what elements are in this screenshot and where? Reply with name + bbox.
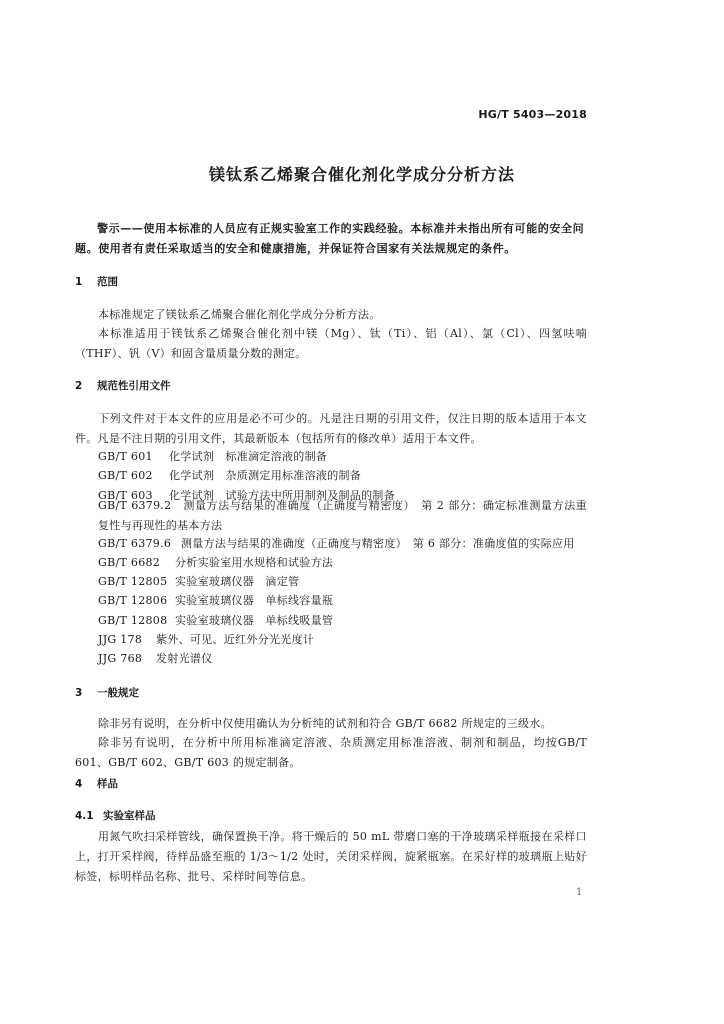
reference-code: GB/T 6682 xyxy=(98,556,161,569)
reference-title: 化学试剂 标准滴定溶液的制备 xyxy=(169,450,328,463)
reference-item xyxy=(98,535,575,551)
reference-code: GB/T 603 xyxy=(98,489,153,502)
reference-item xyxy=(98,448,327,464)
reference-item xyxy=(98,631,314,647)
reference-item xyxy=(98,496,587,536)
section-2-heading xyxy=(75,378,171,393)
section-title: 样品 xyxy=(97,778,118,790)
scope-paragraph-2: 本标准适用于镁钛系乙烯聚合催化剂中镁（Mg）、钛（Ti）、铝（Al）、氯（Cl）、四氢呋喃（THF）、钒（V）和固含量质量分数的测定。 xyxy=(75,327,587,360)
reference-code: GB/T 12808 xyxy=(98,614,168,627)
reference-title: 分析实验室用水规格和试验方法 xyxy=(175,556,334,569)
reference-title: 实验室玻璃仪器 单标线吸量管 xyxy=(175,614,334,627)
document-title: 镁钛系乙烯聚合催化剂化学成分分析方法 xyxy=(208,165,515,184)
reference-item xyxy=(98,554,333,570)
references-intro: 下列文件对于本文件的应用是必不可少的。凡是注日期的引用文件，仅注日期的版本适用于本文件。凡是不注日期的引用文件，其最新版本（包括所有的修改单）适用于本文件。 xyxy=(75,412,587,445)
section-title: 范围 xyxy=(97,276,118,288)
reference-code: JJG 768 xyxy=(98,652,143,665)
reference-item xyxy=(98,592,333,608)
section-4-heading xyxy=(75,776,118,791)
reference-code: GB/T 602 xyxy=(98,469,153,482)
reference-title: 测量方法与结果的准确度（正确度与精密度） 第 6 部分：准确度值的实际应用 xyxy=(181,537,575,550)
standard-code: HG/T 5403—2018 xyxy=(478,108,587,121)
reference-item xyxy=(98,467,361,483)
section-number: 3 xyxy=(75,687,83,699)
scope-paragraph-1: 本标准规定了镁钛系乙烯聚合催化剂化学成分分析方法。 xyxy=(98,308,381,321)
reference-item xyxy=(98,650,213,666)
page-number: 1 xyxy=(576,887,583,898)
reference-code: GB/T 12805 xyxy=(98,575,168,588)
general-rule-paragraph-1: 除非另有说明，在分析中仅使用确认为分析纯的试剂和符合 GB/T 6682 所规定的三级水。 xyxy=(98,717,552,730)
reference-code: JJG 178 xyxy=(98,633,143,646)
general-rule-paragraph-2: 除非另有说明，在分析中所用标准滴定溶液、杂质测定用标准溶液、制剂和制品，均按GB/T 601、GB/T 602、GB/T 603 的规定制备。 xyxy=(75,736,587,769)
reference-title: 紫外、可见、近红外分光光度计 xyxy=(156,633,315,646)
reference-title: 测量方法与结果的准确度（正确度与精密度） 第 2 部分：确定标准测量方法重复性与再现性的基本方法 xyxy=(98,499,587,532)
section-title: 规范性引用文件 xyxy=(97,380,171,392)
section-number: 2 xyxy=(75,380,83,392)
section-number: 1 xyxy=(75,276,83,288)
section-number: 4.1 xyxy=(75,810,94,822)
reference-title: 化学试剂 杂质测定用标准溶液的制备 xyxy=(169,469,362,482)
reference-title: 实验室玻璃仪器 滴定管 xyxy=(175,575,300,588)
section-3-heading xyxy=(75,685,139,700)
reference-code: GB/T 601 xyxy=(98,450,153,463)
section-title: 实验室样品 xyxy=(103,810,156,822)
reference-title: 化学试剂 试验方法中所用制剂及制品的制备 xyxy=(169,489,395,502)
reference-code: GB/T 6379.6 xyxy=(98,537,172,550)
section-number: 4 xyxy=(75,778,83,790)
lab-sample-paragraph: 用氮气吹扫采样管线，确保置换干净。将干燥后的 50 mL 带磨口塞的干净玻璃采样瓶接在采样口上，打开采样阀，待样品盛至瓶的 1/3～1/2 处时，关闭采样阀，旋紧瓶塞。在采好样的玻璃瓶上贴好标签，标明样品名称、批号、采样时间等信息。 xyxy=(75,830,587,883)
reference-title: 实验室玻璃仪器 单标线容量瓶 xyxy=(175,594,334,607)
section-1-heading xyxy=(75,274,118,289)
reference-code: GB/T 12806 xyxy=(98,594,168,607)
reference-code: GB/T 6379.2 xyxy=(98,499,172,512)
reference-item xyxy=(98,612,333,628)
reference-item xyxy=(98,573,299,589)
reference-title: 发射光谱仪 xyxy=(156,652,213,665)
warning-notice: 警示——使用本标准的人员应有正规实验室工作的实践经验。本标准并未指出所有可能的安全问题。使用者有责任采取适当的安全和健康措施，并保证符合国家有关法规规定的条件。 xyxy=(75,222,585,255)
section-4-1-heading xyxy=(75,808,156,823)
section-title: 一般规定 xyxy=(97,687,139,699)
